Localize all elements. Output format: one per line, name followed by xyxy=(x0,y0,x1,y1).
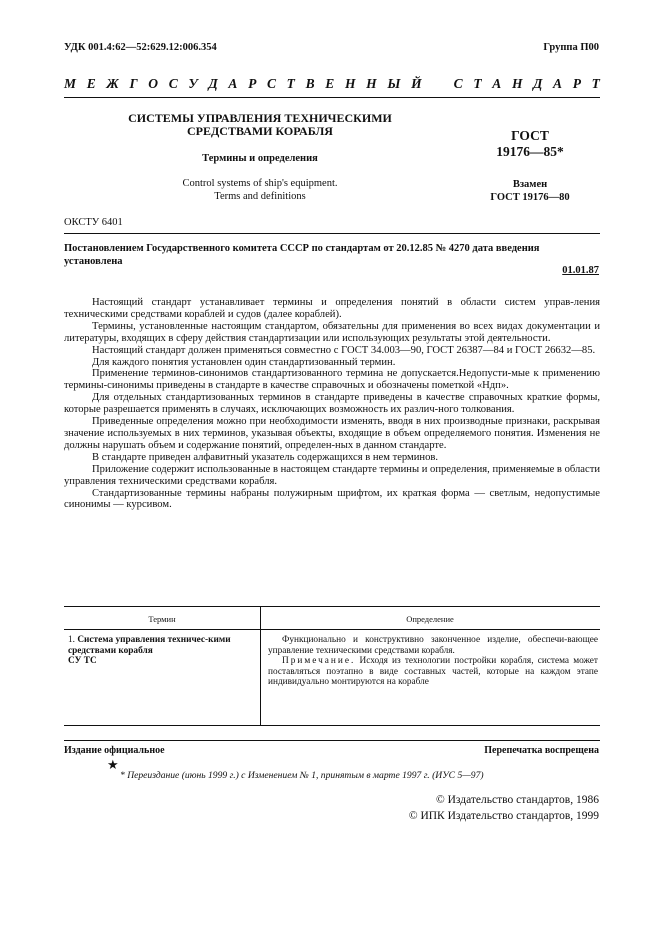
term-cell xyxy=(68,635,254,667)
banner-letter: Н xyxy=(366,76,377,91)
banner-letter: Е xyxy=(86,76,96,91)
paragraph: Термины, установленные настоящим стандартом, обязательны для применения во всех видах документации и литературы, входящих в сферу действия стандартизации или использующих результаты этой деятельности. xyxy=(64,320,600,344)
gost-number xyxy=(470,128,590,160)
paragraph: Для отдельных стандартизованных терминов в стандарте приведены в качестве справочных краткие формы, которые разрешается применять в случаях, исключающих возможность их различ-ного толкования. xyxy=(64,392,600,416)
banner-letter: А xyxy=(553,76,563,91)
official-edition: Издание официальное xyxy=(64,745,165,756)
term-number: 1. xyxy=(68,635,75,645)
paragraph: В стандарте приведен алфавитный указатель содержащихся в нем терминов. xyxy=(92,451,439,463)
interstate-standard-banner xyxy=(64,76,600,92)
replaced-label: Взамен xyxy=(512,179,548,190)
banner-letter: Т xyxy=(473,76,482,91)
banner-letter: Ж xyxy=(106,76,119,91)
banner-letter: С xyxy=(168,76,178,91)
note-text: Исходя из технологии постройки корабля, система может поставляться поэтапно в виде составных частей, которые на каждом этапе индивидуально монтируются на корабле xyxy=(268,656,598,687)
banner-letter: А xyxy=(228,76,238,91)
body-text xyxy=(64,297,600,511)
paragraph: Приложение содержит использованные в настоящем стандарте термины и определения, применяемые в области управления техническими средствами корабля. xyxy=(64,463,600,487)
banner-letter: Р xyxy=(248,76,257,91)
copyright-1999: © ИПК Издательство стандартов, 1999 xyxy=(408,810,599,822)
column-header-definition: Определение xyxy=(406,614,454,624)
paragraph: Настоящий стандарт должен применяться совместно с ГОСТ 34.003—90, ГОСТ 26387—84 и ГОСТ 26632—85. xyxy=(92,344,596,356)
paragraph: Приведенные определения можно при необходимости изменять, вводя в них производные признаки, раскрывая значение используемых в них терминов, указывая объекты, входящие в объем определяемого понятия. Изменения не должны нарушать объем и содержание понятий, определен-ных в данном стандарте. xyxy=(64,416,600,451)
gost-label: ГОСТ xyxy=(511,128,549,143)
effective-date: 01.01.87 xyxy=(562,265,599,276)
column-divider xyxy=(260,607,261,725)
banner-letter: Г xyxy=(129,76,138,91)
replaced-value: ГОСТ 19176—80 xyxy=(490,192,570,203)
paragraph: Применение терминов-синонимов стандартизованного термина не допускается.Недопусти-мые к применению термины-синонимы приведены в стандарте в качестве справочных и обозначены пометкой «Ндп». xyxy=(64,368,600,392)
banner-letter: У xyxy=(188,76,198,91)
terms-table xyxy=(64,606,600,726)
document-subtitle: Термины и определения xyxy=(202,153,318,164)
banner-letter: Й xyxy=(411,76,422,91)
banner-letter: Т xyxy=(286,76,295,91)
paragraph: Стандартизованные термины набраны полужирным шрифтом, их краткая форма — светлым, недопустимые синонимы — курсивом. xyxy=(64,487,600,511)
definition-note xyxy=(268,656,598,688)
term-name: Система управления техничес-кими средствами корабля xyxy=(68,635,231,656)
footer-rule xyxy=(64,740,600,741)
english-title-line: Control systems of ship's equipment. xyxy=(182,178,338,189)
term-abbreviation: СУ ТС xyxy=(68,656,97,666)
banner-letter: Р xyxy=(572,76,581,91)
header-rule xyxy=(64,233,600,234)
english-title-line: Terms and definitions xyxy=(214,191,306,202)
copyright-1986: © Издательство стандартов, 1986 xyxy=(435,794,599,806)
group-code: Группа П00 xyxy=(543,42,599,53)
banner-letter: Д xyxy=(208,76,218,91)
banner-rule xyxy=(64,97,600,98)
banner-letter: С xyxy=(266,76,276,91)
banner-letter: Е xyxy=(325,76,335,91)
gost-code: 19176—85* xyxy=(496,144,564,159)
table-header xyxy=(64,607,600,630)
reissue-note: * Переиздание (июнь 1999 г.) с Изменением № 1, принятым в марте 1997 г. (ИУС 5—97) xyxy=(120,770,484,781)
definition-cell xyxy=(268,635,598,688)
paragraph: Настоящий стандарт устанавливает термины и определения понятий в области систем управ-ления техническими средствами кораблей и судов (далее кораблей). xyxy=(64,297,600,320)
document-title xyxy=(110,112,410,138)
banner-letter: М xyxy=(64,76,77,91)
banner-letter: Д xyxy=(533,76,543,91)
banner-letter: В xyxy=(305,76,315,91)
banner-letter: Ы xyxy=(387,76,401,91)
column-header-term: Термин xyxy=(148,614,176,624)
english-title xyxy=(110,177,410,203)
okstu-code: ОКСТУ 6401 xyxy=(64,217,123,228)
banner-letter: А xyxy=(492,76,502,91)
title-line: СИСТЕМЫ УПРАВЛЕНИЯ ТЕХНИЧЕСКИМИ xyxy=(128,111,392,125)
reprint-forbidden: Перепечатка воспрещена xyxy=(484,745,599,756)
note-label: Примечание. xyxy=(282,656,356,666)
paragraph: Для каждого понятия установлен один стандартизованный термин. xyxy=(92,356,396,368)
title-line: СРЕДСТВАМИ КОРАБЛЯ xyxy=(187,124,333,138)
banner-letter: Н xyxy=(511,76,523,91)
decree-text: Постановлением Государственного комитета СССР по стандартам от 20.12.85 № 4270 дата введения установлена xyxy=(64,243,540,267)
star-icon: ★ xyxy=(107,757,119,772)
definition-text: Функционально и конструктивно законченное изделие, обеспечи-вающее управление техническими средствами корабля. xyxy=(268,635,598,656)
banner-letter: Т xyxy=(591,76,600,91)
udk-code: УДК 001.4:62—52:629.12:006.354 xyxy=(64,42,217,53)
banner-letter: С xyxy=(453,76,463,91)
replaced-standard xyxy=(470,178,590,204)
banner-letter: Н xyxy=(344,76,356,91)
banner-letter: О xyxy=(148,76,159,91)
